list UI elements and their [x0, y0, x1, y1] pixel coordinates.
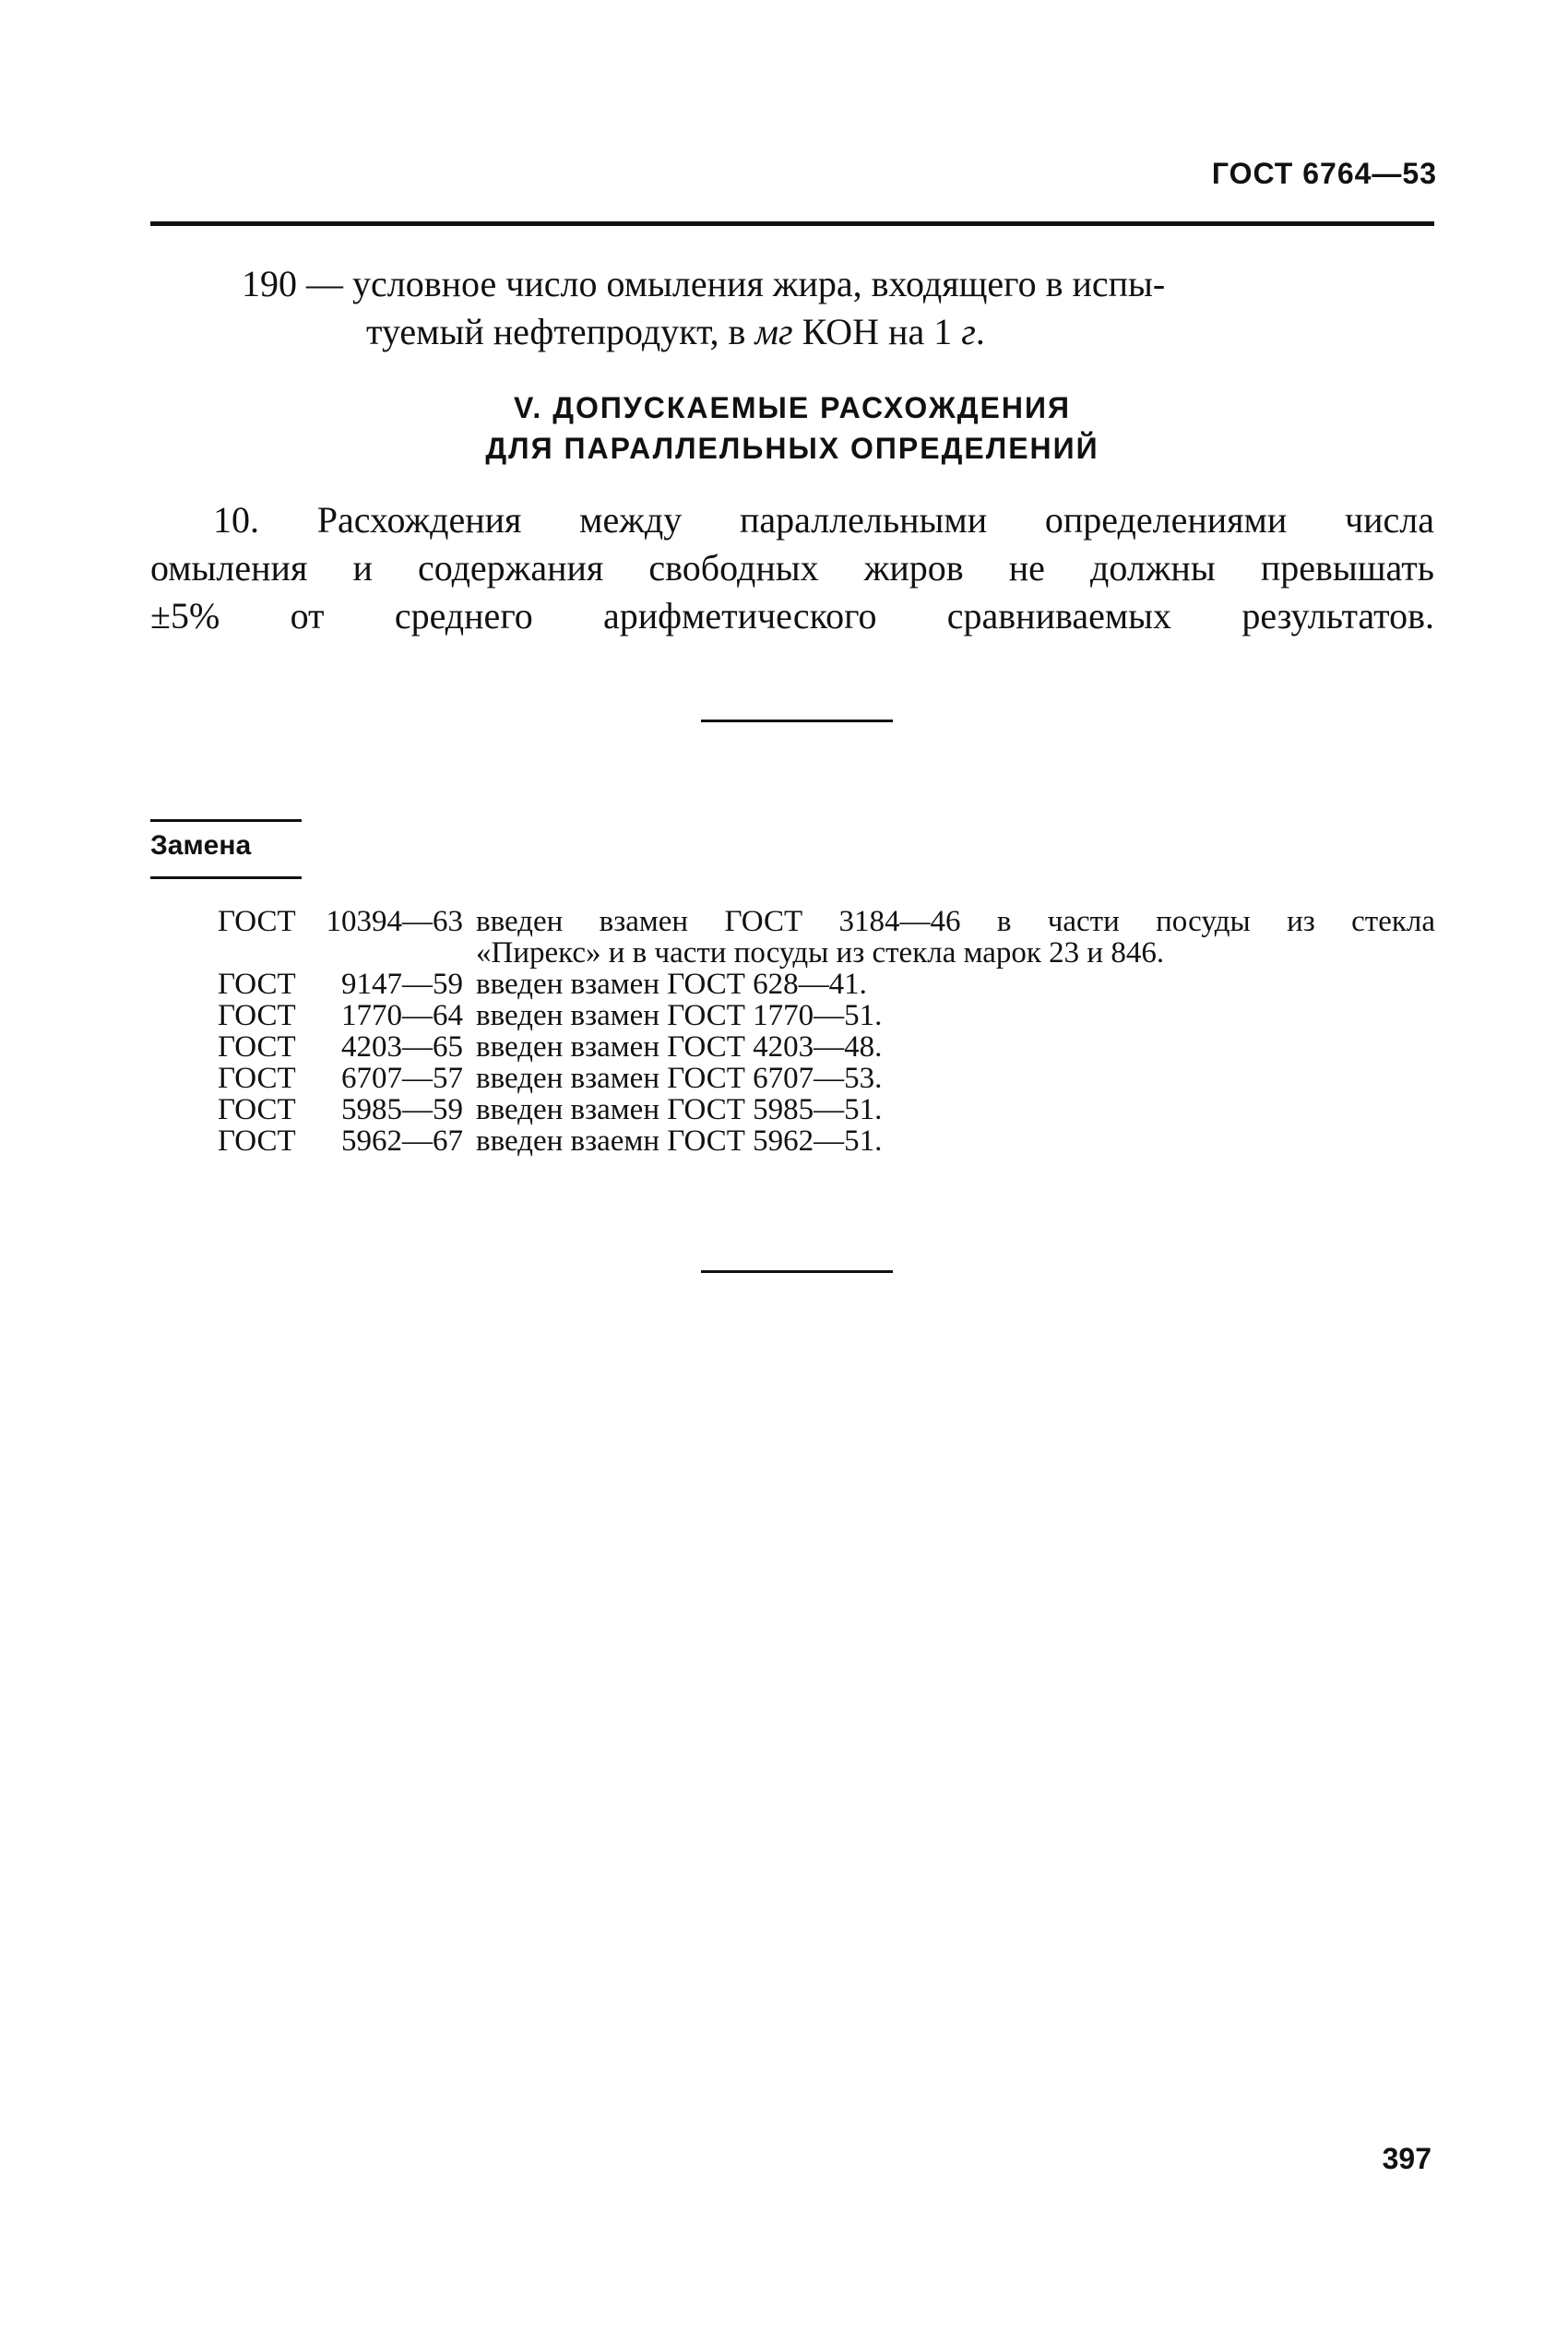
section-heading: [150, 387, 1434, 469]
section-heading-line: V. ДОПУСКАЕМЫЕ РАСХОЖДЕНИЯ: [514, 391, 1071, 424]
formula-note-text: .: [975, 311, 985, 352]
separator-rule: [701, 720, 893, 722]
standard-prefix: ГОСТ: [218, 1124, 296, 1158]
unit-mg: мг: [754, 311, 793, 352]
replacement-row: [218, 1094, 1435, 1125]
standard-number: 6707—57: [341, 1062, 463, 1095]
paragraph-line: 10. Расхождения между параллельными определениями числа: [213, 499, 1434, 541]
replacement-row: [218, 969, 1435, 1000]
replacement-row: [218, 1031, 1435, 1063]
separator-rule: [701, 1270, 893, 1273]
replacement-text: введен взамен ГОСТ 4203—48.: [476, 1030, 883, 1064]
standard-prefix: ГОСТ: [218, 999, 296, 1032]
replacement-text: введен взамен ГОСТ 3184—46 в части посуды из стекла: [476, 905, 1435, 938]
standard-number: 5962—67: [341, 1124, 463, 1158]
page-number: 397: [1382, 2142, 1431, 2175]
paragraph-line: омыления и содержания свободных жиров не должны превышать: [150, 547, 1434, 589]
clause-10: [150, 496, 1434, 640]
standard-prefix: ГОСТ: [218, 1030, 296, 1064]
formula-note: [242, 260, 1431, 356]
replacement-text: введен взамен ГОСТ 5985—51.: [476, 1093, 883, 1126]
replacement-text: введен взамен ГОСТ 6707—53.: [476, 1062, 883, 1095]
standard-prefix: ГОСТ: [218, 905, 296, 938]
replacement-label: Замена: [150, 830, 252, 861]
standard-prefix: ГОСТ: [218, 968, 296, 1001]
replacement-row: [218, 1063, 1435, 1094]
formula-note-line: [242, 308, 1431, 356]
replacement-label-rule: [150, 876, 302, 879]
formula-note-text: КОН на 1: [792, 311, 962, 352]
standard-prefix: ГОСТ: [218, 1062, 296, 1095]
section-heading-line: ДЛЯ ПАРАЛЛЕЛЬНЫХ ОПРЕДЕЛЕНИЙ: [485, 432, 1099, 465]
header-rule: [150, 221, 1434, 226]
replacement-label-rule: [150, 819, 302, 822]
replacement-text: введен взамен ГОСТ 628—41.: [476, 968, 867, 1001]
paragraph-line: ±5% от среднего арифметического сравниваемых результатов.: [150, 595, 1434, 637]
replacement-text-continuation: «Пирекс» и в части посуды из стекла марок 23 и 846.: [476, 936, 1165, 970]
standard-prefix: ГОСТ: [218, 1093, 296, 1126]
replacement-row: [218, 906, 1435, 937]
replacement-list: [218, 906, 1435, 1157]
standard-number: 9147—59: [341, 968, 463, 1001]
standard-number: 5985—59: [341, 1093, 463, 1126]
standard-number: 4203—65: [341, 1030, 463, 1064]
formula-note-text: туемый нефтепродукт, в: [366, 311, 755, 352]
replacement-text: введен взамен ГОСТ 1770—51.: [476, 999, 883, 1032]
standard-number: 1770—64: [341, 999, 463, 1032]
document-code: ГОСТ 6764—53: [1211, 157, 1437, 190]
replacement-row: [218, 1125, 1435, 1157]
formula-note-line: 190 — условное число омыления жира, входящего в испы-: [242, 263, 1166, 304]
replacement-text: введен взаемн ГОСТ 5962—51.: [476, 1124, 883, 1158]
unit-g: г: [961, 311, 976, 352]
replacement-row: [218, 1000, 1435, 1031]
standard-number: 10394—63: [326, 905, 463, 938]
